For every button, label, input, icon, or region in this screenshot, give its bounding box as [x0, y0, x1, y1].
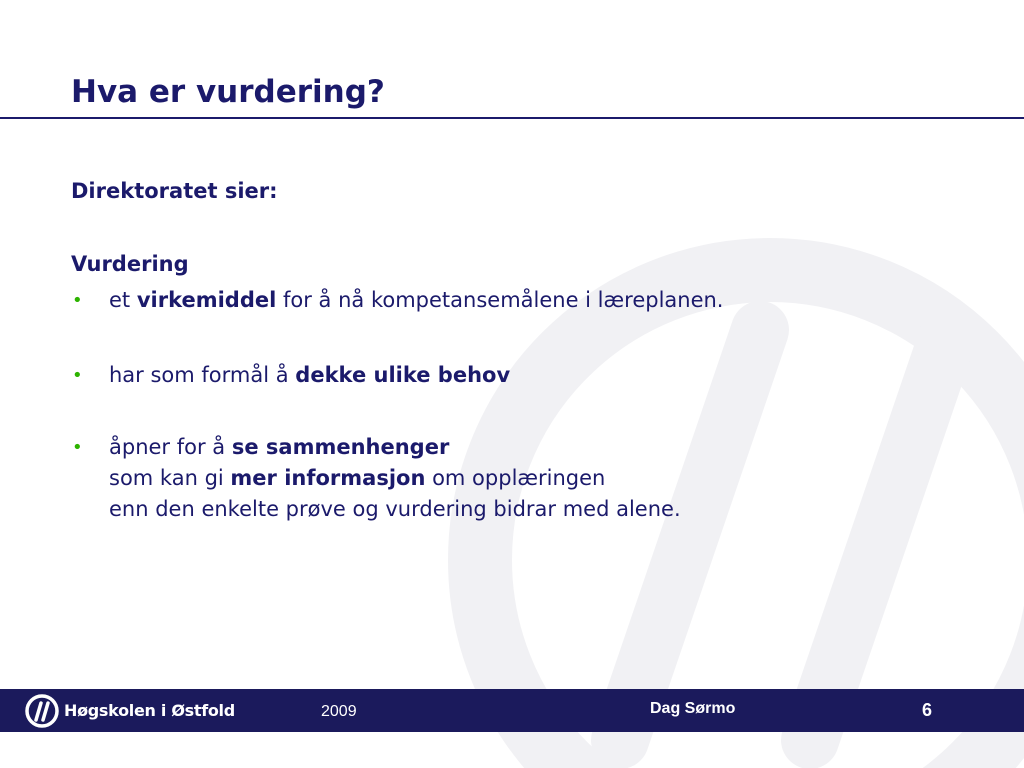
- bullet-item: • et virkemiddel for å nå kompetansemålene i læreplanen.: [109, 285, 969, 316]
- slide-subtitle: Direktoratet sier:: [71, 179, 278, 203]
- bullet-line-3: enn den enkelte prøve og vurdering bidrar med alene.: [109, 497, 681, 521]
- institution-logo: [24, 693, 254, 729]
- institution-name: Høgskolen i Østfold: [64, 701, 235, 720]
- bullet-emphasis: dekke ulike behov: [295, 363, 511, 387]
- bullet-line-2: som kan gi mer informasjon om opplæringen: [109, 466, 606, 490]
- footer-bar: [0, 689, 1024, 732]
- bullet-emphasis: mer informasjon: [230, 466, 426, 490]
- bullet-dot-icon: •: [72, 365, 83, 386]
- hiof-logo-icon: [24, 693, 60, 729]
- page-number: 6: [922, 700, 933, 720]
- slide-title: Hva er vurdering?: [71, 74, 385, 110]
- bullet-emphasis: se sammenhenger: [231, 435, 450, 459]
- section-heading: Vurdering: [71, 252, 189, 276]
- bullet-line-1: åpner for å se sammenhenger: [109, 435, 450, 459]
- bullet-emphasis: virkemiddel: [136, 288, 277, 312]
- title-divider: [0, 117, 1024, 119]
- footer-year: 2009: [321, 703, 357, 720]
- bullet-item: • har som formål å dekke ulike behov: [109, 360, 969, 391]
- footer-author: Dag Sørmo: [650, 700, 736, 717]
- bullet-item: [72, 432, 969, 525]
- bullet-dot-icon: •: [72, 290, 83, 311]
- bullet-dot-icon: •: [72, 437, 83, 458]
